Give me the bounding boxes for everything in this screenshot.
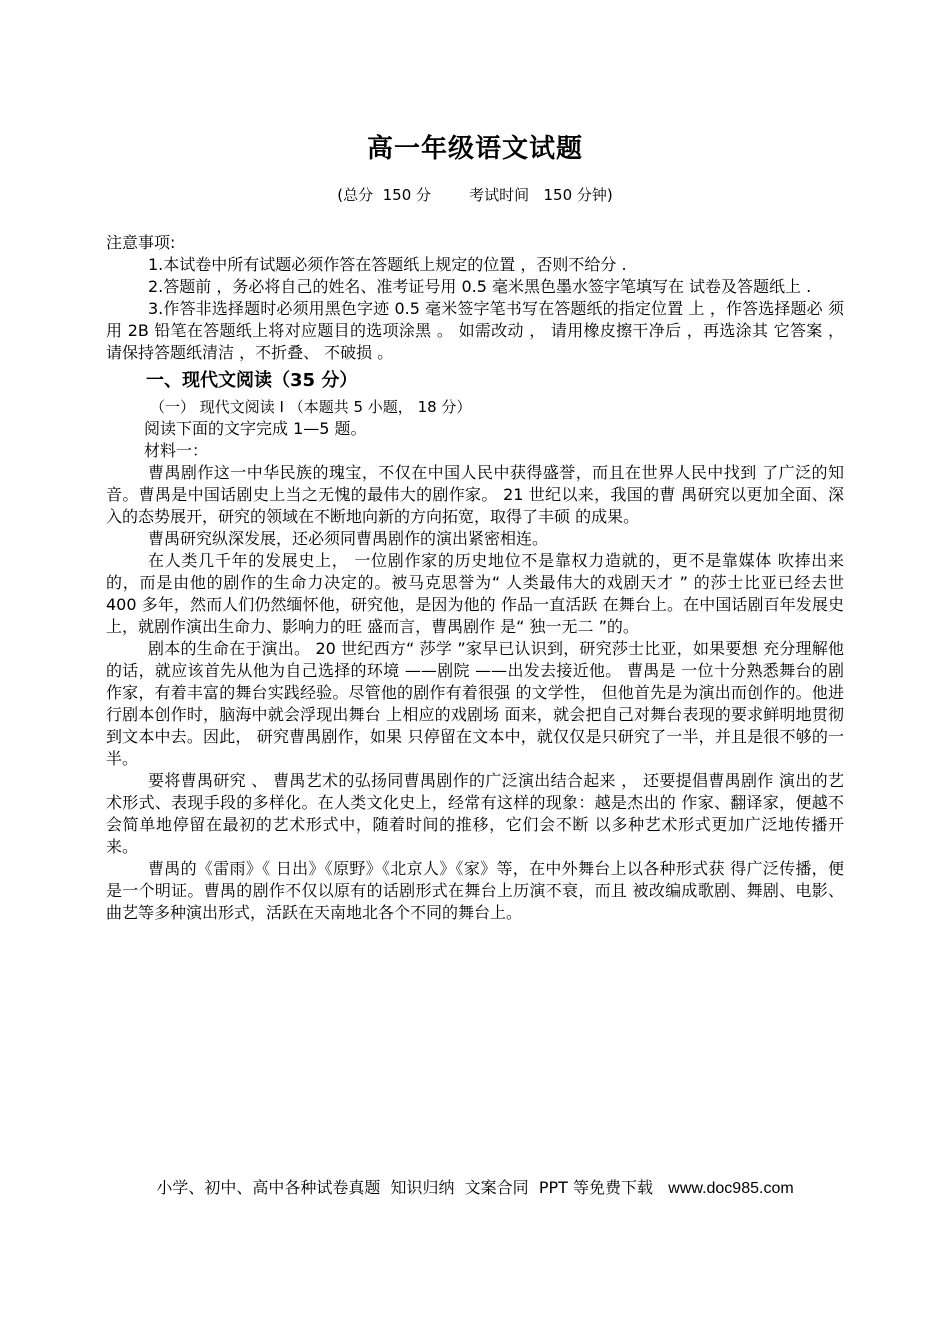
reading-instruction: 阅读下面的文字完成 1—5 题。 xyxy=(144,419,367,438)
paragraph-4: 剧本的生命在于演出。 20 世纪西方“ 莎学 ”家早已认识到，研究莎士比亚，如果要想 充分理解他的话，就应该首先从他为自己选择的环境 ——剧院 ——出发去接近他。 曹禺是 一位十分熟悉舞台的剧作家，有着丰富的舞台实践经验。尽管他的剧作有着很强 的文学性， 但他首先是为演出而创作的。他进行剧本创作时，脑海中就会浮现出舞台 上相应的戏剧场 面来，就会把自己对舞台表现的要求鲜明地贯彻到文本中去。因此， 研究曹禺剧作，如果 只停留在文本中，就仅仅是只研究了一半，并且是很不够的一半。 xyxy=(106,639,844,768)
notice-item-2: 2.答题前 ，务必将自己的姓名、准考证号用 0.5 毫米黑色墨水签字笔填写在 试卷及答题纸上 . xyxy=(148,277,812,296)
footer-url[interactable]: www.doc985.com xyxy=(668,1180,794,1197)
paragraph-1: 曹禺剧作这一中华民族的瑰宝，不仅在中国人民中获得盛誉，而且在世界人民中找到 了广泛的知音。曹禺是中国话剧史上当之无愧的最伟大的剧作家。 21 世纪以来，我国的曹 禺研究以更加全面、深入的态势展开，研究的领域在不断地向新的方向拓宽，取得了丰硕 的成果。 xyxy=(106,463,844,526)
paragraph-6: 曹禺的《雷雨》《 日出》《原野》《北京人》《家》等，在中外舞台上以各种形式获 得广泛传播，便是一个明证。曹禺的剧作不仅以原有的话剧形式在舞台上历演不衰，而且 被改编成歌剧、舞剧、电影、曲艺等多种演出形式，活跃在天南地北各个不同的舞台上。 xyxy=(106,859,844,922)
page-title: 高一年级语文试题 xyxy=(366,134,583,164)
notice-item-1: 1.本试卷中所有试题必须作答在答题纸上规定的位置 ，否则不给分 . xyxy=(148,255,627,274)
material-label: 材料一： xyxy=(144,441,209,460)
subsection-heading: （一） 现代文阅读 Ⅰ （本题共 5 小题， 18 分） xyxy=(150,398,472,416)
notice-item-3: 3.作答非选择题时必须用黑色字迹 0.5 毫米签字笔书写在答题纸的指定位置 上 ，作答选择题必 须用 2B 铅笔在答题纸上将对应题目的选项涂黑 。 如需改动 ， 请用橡皮擦干净后 ，再选涂其 它答案 ，请保持答题纸清洁 ，不折叠、 不破损 。 xyxy=(106,299,844,362)
footer xyxy=(0,1175,950,1198)
footer-text: 小学、初中、高中各种试卷真题 知识归纳 文案合同 PPT 等免费下载 xyxy=(156,1178,654,1197)
paragraph-3: 在人类几千年的发展史上， 一位剧作家的历史地位不是靠权力造就的，更不是靠媒体 吹捧出来的，而是由他的剧作的生命力决定的。被马克思誉为“ 人类最伟大的戏剧天才 ” 的莎士比亚已经去世 400 多年，然而人们仍然缅怀他，研究他，是因为他的 作品一直活跃 在舞台上。在中国话剧百年发展史上，就剧作演出生命力、影响力的旺 盛而言，曹禺剧作 是“ 独一无二 ”的。 xyxy=(106,551,844,636)
paragraph-2: 曹禺研究纵深发展，还必须同曹禺剧作的演出紧密相连。 xyxy=(148,529,549,548)
notice-heading: 注意事项: xyxy=(106,233,176,252)
section-heading: 一、现代文阅读（35 分） xyxy=(146,370,358,391)
exam-info: (总分 150 分 考试时间 150 分钟) xyxy=(337,186,613,204)
paragraph-5: 要将曹禺研究 、 曹禺艺术的弘扬同曹禺剧作的广泛演出结合起来 ， 还要提倡曹禺剧作 演出的艺术形式、表现手段的多样化。在人类文化史上，经常有这样的现象：越是杰出的 作家、翻译家，便越不会简单地停留在最初的艺术形式中，随着时间的推移，它们会不断 以多种艺术形式更加广泛地传播开来。 xyxy=(106,771,844,856)
document-body xyxy=(106,232,844,924)
